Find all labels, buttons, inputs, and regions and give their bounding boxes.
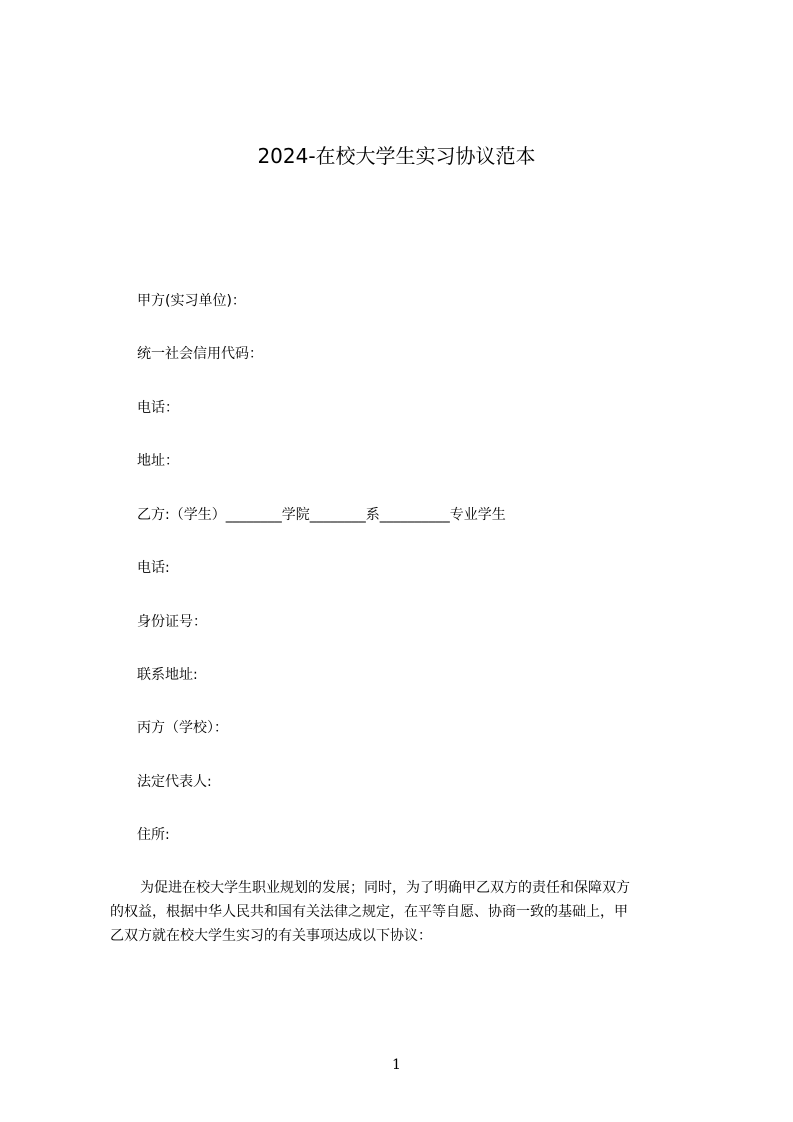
intro-paragraph-line: 乙双方就在校大学生实习的有关事项达成以下协议： xyxy=(110,928,432,944)
field-legal-representative: 法定代表人: xyxy=(137,774,212,790)
field-party-b: 乙方:（学生）________学院________系__________专业学生 xyxy=(137,507,506,523)
field-contact-address: 联系地址: xyxy=(137,667,198,683)
document-title: 2024-在校大学生实习协议范本 xyxy=(257,144,536,168)
field-address-a: 地址： xyxy=(137,453,179,469)
field-party-a: 甲方(实习单位)： xyxy=(137,293,246,309)
intro-paragraph-line: 为促进在校大学生职业规划的发展；同时，为了明确甲乙双方的责任和保障双方 xyxy=(140,880,630,896)
field-credit-code: 统一社会信用代码： xyxy=(137,346,263,362)
intro-paragraph-line: 的权益，根据中华人民共和国有关法律之规定，在平等自愿、协商一致的基础上，甲 xyxy=(110,904,628,920)
field-phone-b: 电话: xyxy=(137,560,170,576)
field-id-number: 身份证号： xyxy=(137,614,207,630)
field-phone-a: 电话： xyxy=(137,400,179,416)
field-residence: 住所: xyxy=(137,827,170,843)
page-number: 1 xyxy=(392,1057,401,1073)
field-party-c: 丙方（学校）： xyxy=(137,720,228,736)
intro-paragraph xyxy=(110,876,708,948)
